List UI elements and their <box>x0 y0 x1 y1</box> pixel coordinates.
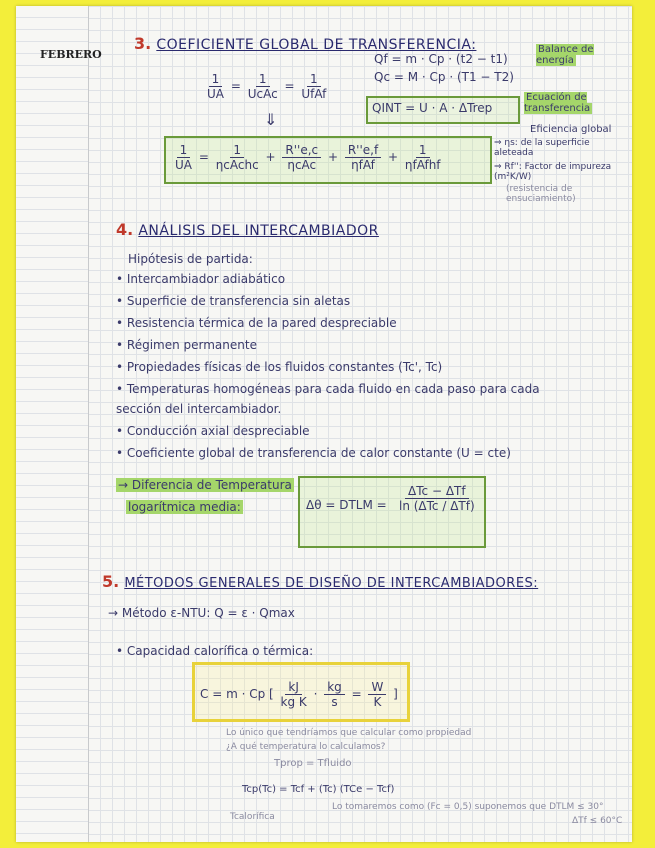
tprop-equation: Tprop = Tfluido <box>274 758 352 769</box>
method-eps-ntu: → Método ε-NTU: Q = ε · Qmax <box>108 606 295 620</box>
hypothesis-item: • Resistencia térmica de la pared despreciable <box>116 316 397 330</box>
hypothesis-item: • Conducción axial despreciable <box>116 424 310 438</box>
tcp-equation: Tcp(Tc) = Tcf + (Tc) (TCe − Tcf) <box>242 784 395 795</box>
note-fc: Lo tomaremos como (Fc = 0,5) suponemos que DTLM ≤ 30° <box>332 802 604 812</box>
eq-qint: QINT = U · A · ΔTrep <box>372 101 493 115</box>
eta-note: ⇒ ηs: de la superficie aleteada <box>494 138 590 158</box>
lmtd-label-2: logarítmica media: <box>128 500 241 514</box>
eq-qc: Qc = M · Cp · (T1 − T2) <box>374 70 514 84</box>
note-dtf: ΔTf ≤ 60°C <box>572 816 623 826</box>
section-4-number: 4. <box>116 220 134 239</box>
down-arrow: ⇓ <box>264 110 278 129</box>
global-coefficient-equation: $\frac{1}{UA}$ = $\frac{1}{\text{ηcAchc}}$ + $\frac{R''e,c}{\text{ηcAc}}$ + $\frac{R''e,f}{\text{ηfAf}}$ + $\frac{1}{\text{ηfAfhf}}$ <box>175 143 441 172</box>
section-5-number: 5. <box>102 572 120 591</box>
eq-qf: Qf = m · Cp · (t2 − t1) <box>374 52 508 66</box>
notebook-page <box>16 6 632 842</box>
hypothesis-item: • Coeficiente global de transferencia de calor constante (U = cte) <box>116 446 511 460</box>
ua-relation: $\frac{1}{UA}$ = $\frac{1}{\text{UcAc}}$ = $\frac{1}{\text{UfAf}}$ <box>207 72 327 101</box>
date-margin-column <box>16 6 89 842</box>
section-3-number: 3. <box>134 34 152 53</box>
hypothesis-item: • Régimen permanente <box>116 338 257 352</box>
capacity-label: • Capacidad calorífica o térmica: <box>116 644 314 658</box>
hypothesis-item: sección del intercambiador. <box>116 402 282 416</box>
hypothesis-item: • Intercambiador adiabático <box>116 272 286 286</box>
hypothesis-item: • Superficie de transferencia sin aletas <box>116 294 351 308</box>
note-property: Lo único que tendríamos que calcular como propiedad <box>226 728 472 738</box>
tcalorifica-label: Tcalorífica <box>230 812 275 822</box>
hypothesis-item: • Temperaturas homogéneas para cada fluido en cada paso para cada <box>116 382 540 396</box>
balance-note: Balance de energía <box>536 44 594 66</box>
section-5-title: MÉTODOS GENERALES DE DISEÑO DE INTERCAMBIADORES: <box>124 576 539 591</box>
section-4-title: ANÁLISIS DEL INTERCAMBIADOR <box>138 223 379 239</box>
lmtd-lhs: Δθ = DTLM = <box>306 498 387 512</box>
rf-note: ⇒ Rf'': Factor de impureza (m²K/W) <box>494 162 612 182</box>
lmtd-fraction: $\frac{\text{ΔTc − ΔTf}}{\text{ln (ΔTc / ΔTf)}}$ <box>399 484 475 513</box>
ecuacion-note: Ecuación de transferencia <box>524 92 591 114</box>
month-label: FEBRERO <box>40 48 102 61</box>
lmtd-label-1: → Diferencia de Temperatura <box>118 478 292 492</box>
section-3-title: COEFICIENTE GLOBAL DE TRANSFERENCIA: <box>156 37 477 53</box>
note-temperature-question: ¿A qué temperatura lo calculamos? <box>226 742 386 752</box>
hypothesis-item: • Propiedades físicas de los fluidos constantes (Tc', Tc) <box>116 360 443 374</box>
rf-note-2: (resistencia de ensuciamiento) <box>506 184 576 204</box>
hypothesis-title: Hipótesis de partida: <box>128 252 253 266</box>
capacity-equation: C = m · Cp [ $\frac{kJ}{\text{kg K}}$ · $\frac{kg}{s}$ = $\frac{W}{K}$ ] <box>200 680 398 709</box>
efficiency-note: Eficiencia global <box>530 124 612 135</box>
section-4-heading <box>116 220 379 239</box>
section-5-heading <box>102 572 538 591</box>
section-3-heading <box>134 34 476 53</box>
